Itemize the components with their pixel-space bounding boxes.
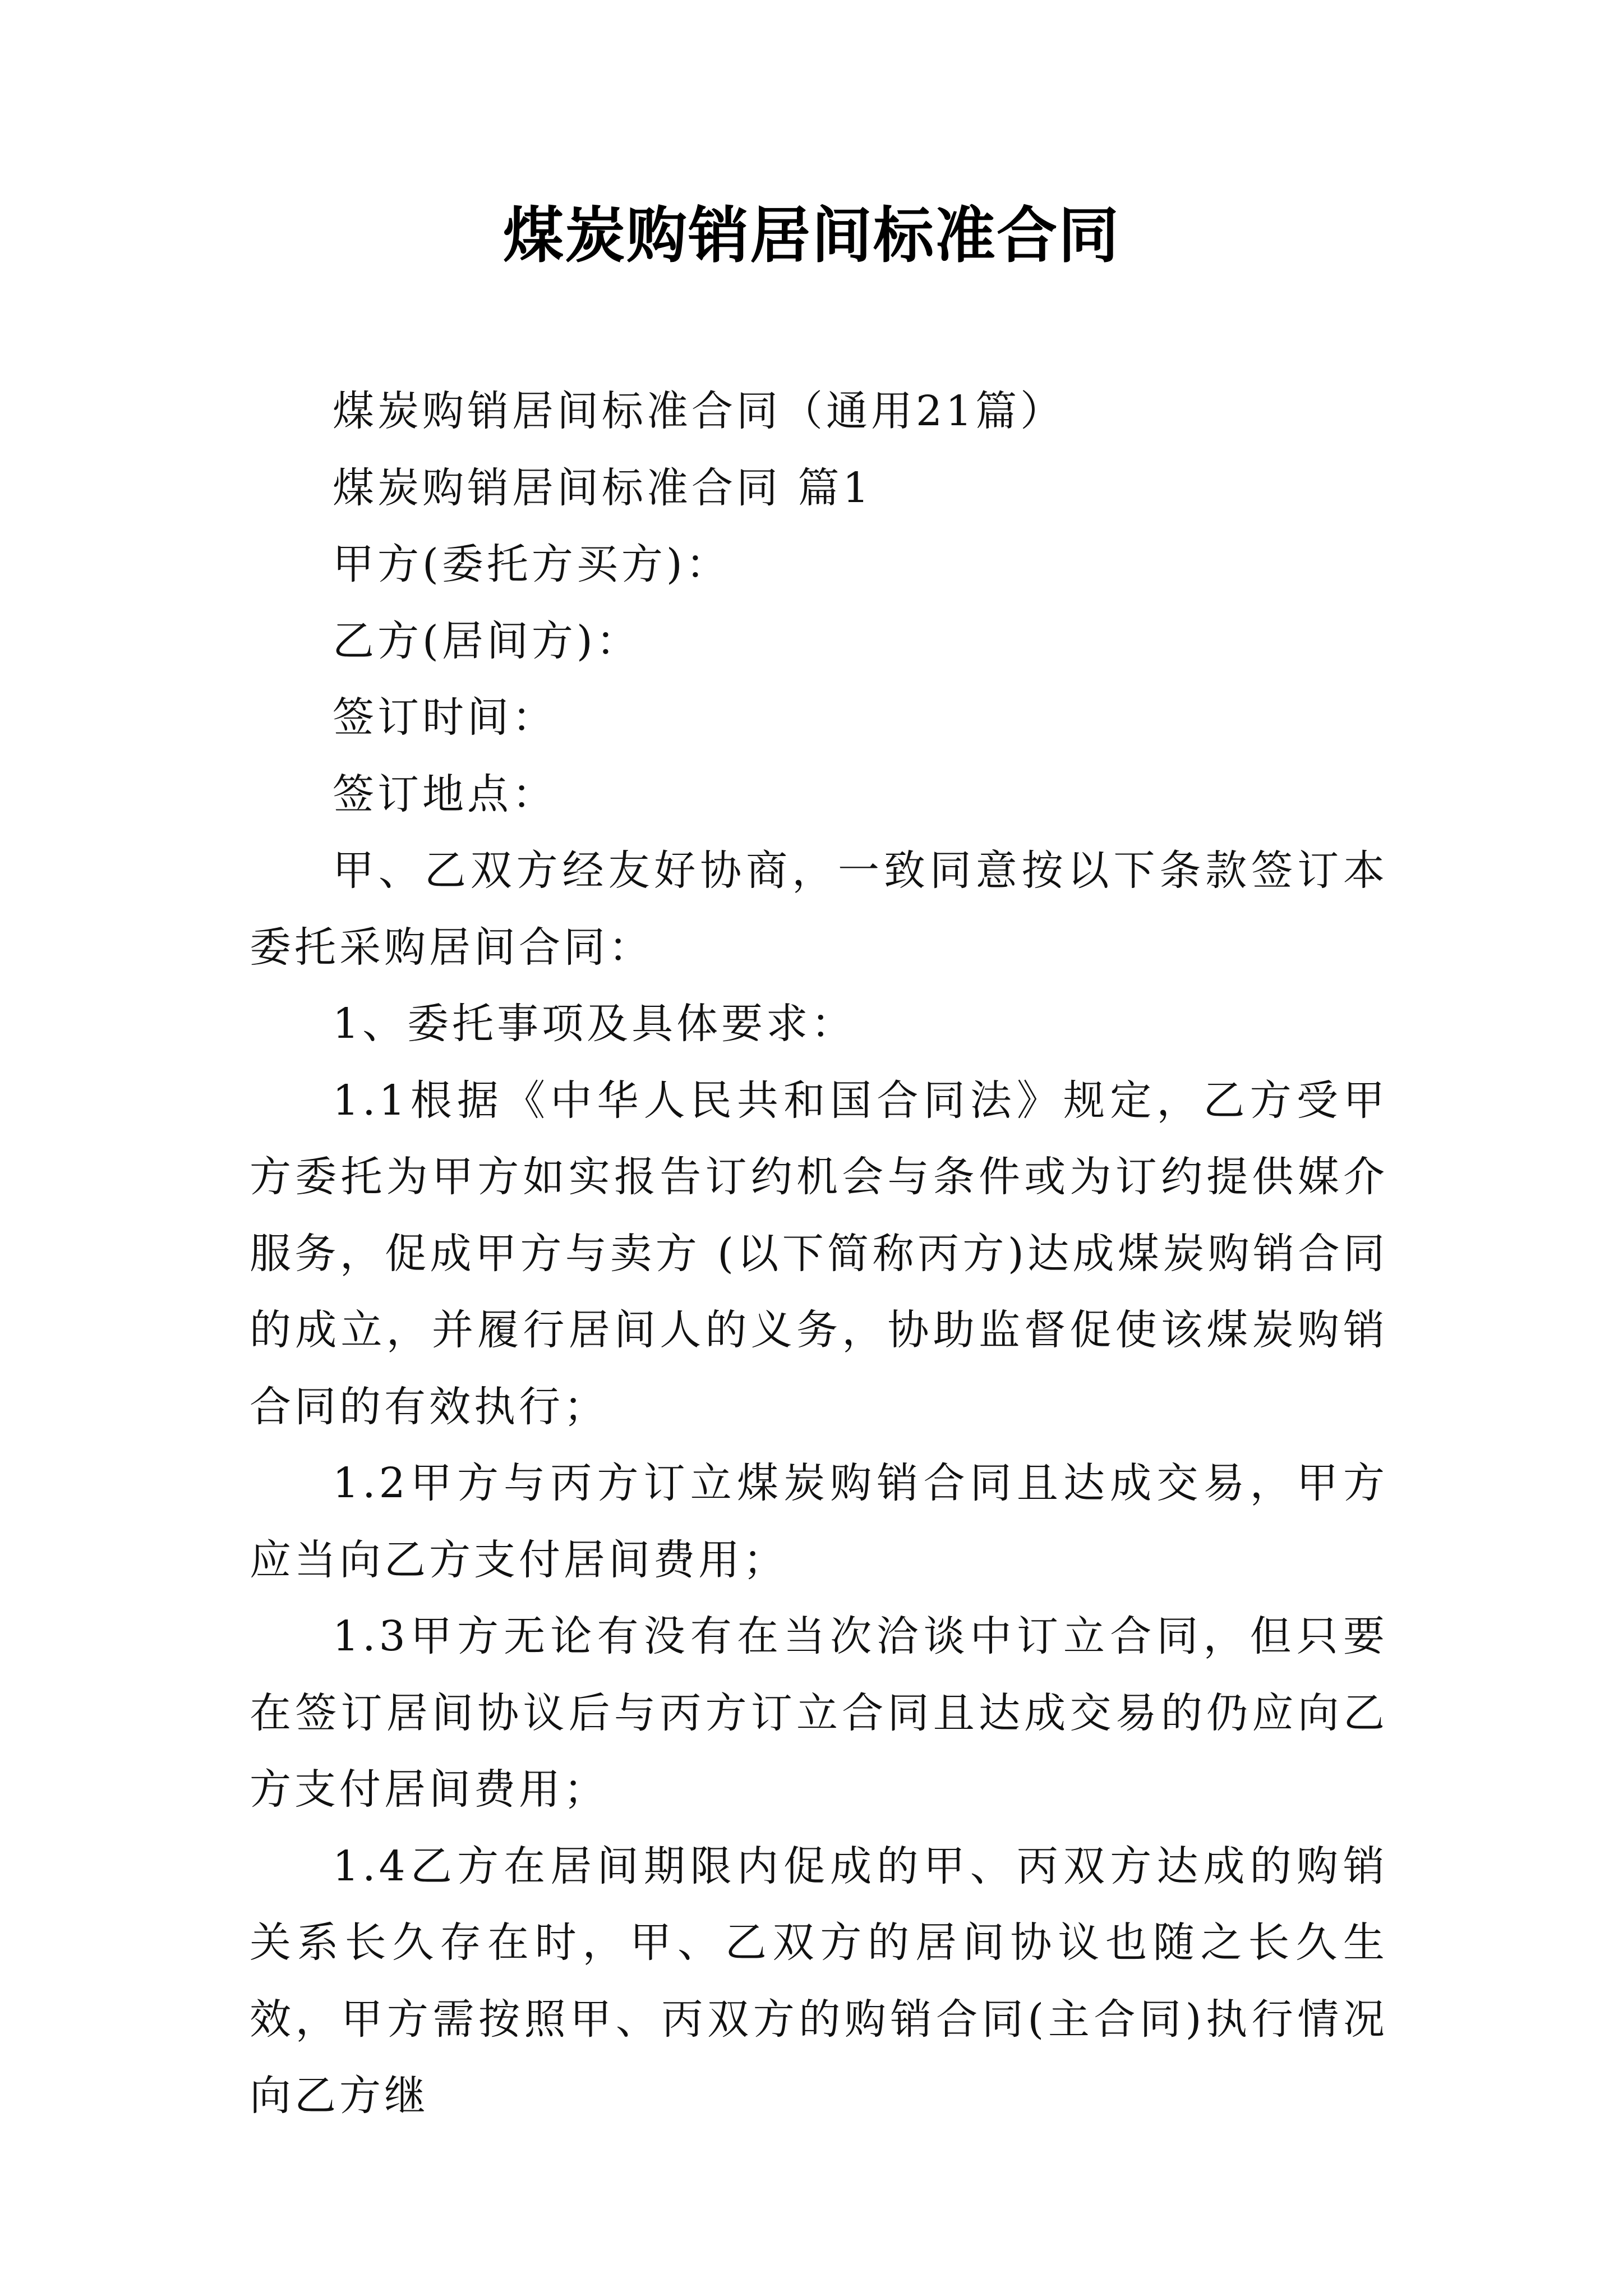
- paragraph: 签订地点：: [333, 770, 557, 818]
- paragraph: 甲方(委托方买方)：: [333, 540, 731, 588]
- paragraph: 1.4乙方在居间期限内促成的甲、丙双方达成的购销关系长久存在时，甲、乙双方的居间协议也随之长久生效，甲方需按照甲、丙双方的购销合同(主合同)执行情况向乙方继: [250, 1842, 1388, 2120]
- paragraph: 签订时间：: [333, 693, 557, 742]
- document-body: [250, 373, 1388, 2134]
- paragraph: 1.2甲方与丙方订立煤炭购销合同且达成交易，甲方应当向乙方支付居间费用；: [250, 1459, 1388, 1584]
- paragraph: 1.1根据《中华人民共和国合同法》规定，乙方受甲方委托为甲方如实报告订约机会与条件或为订约提供媒介服务，促成甲方与卖方 (以下简称丙方)达成煤炭购销合同的成立，并履行居间人的义务，协助监督促使该煤炭购销合同的有效执行；: [250, 1076, 1388, 1431]
- paragraph: 乙方(居间方)：: [333, 616, 641, 665]
- paragraph: 煤炭购销居间标准合同（通用21篇）: [333, 387, 1066, 435]
- paragraph: 甲、乙双方经友好协商，一致同意按以下条款签订本委托采购居间合同：: [250, 846, 1388, 972]
- document-title: 煤炭购销居间标准合同: [502, 200, 1120, 271]
- paragraph: 1、委托事项及具体要求：: [333, 1000, 856, 1048]
- paragraph: 煤炭购销居间标准合同 篇1: [333, 463, 873, 512]
- paragraph: 1.3甲方无论有没有在当次洽谈中订立合同，但只要在签订居间协议后与丙方订立合同且达成交易的仍应向乙方支付居间费用；: [250, 1612, 1388, 1814]
